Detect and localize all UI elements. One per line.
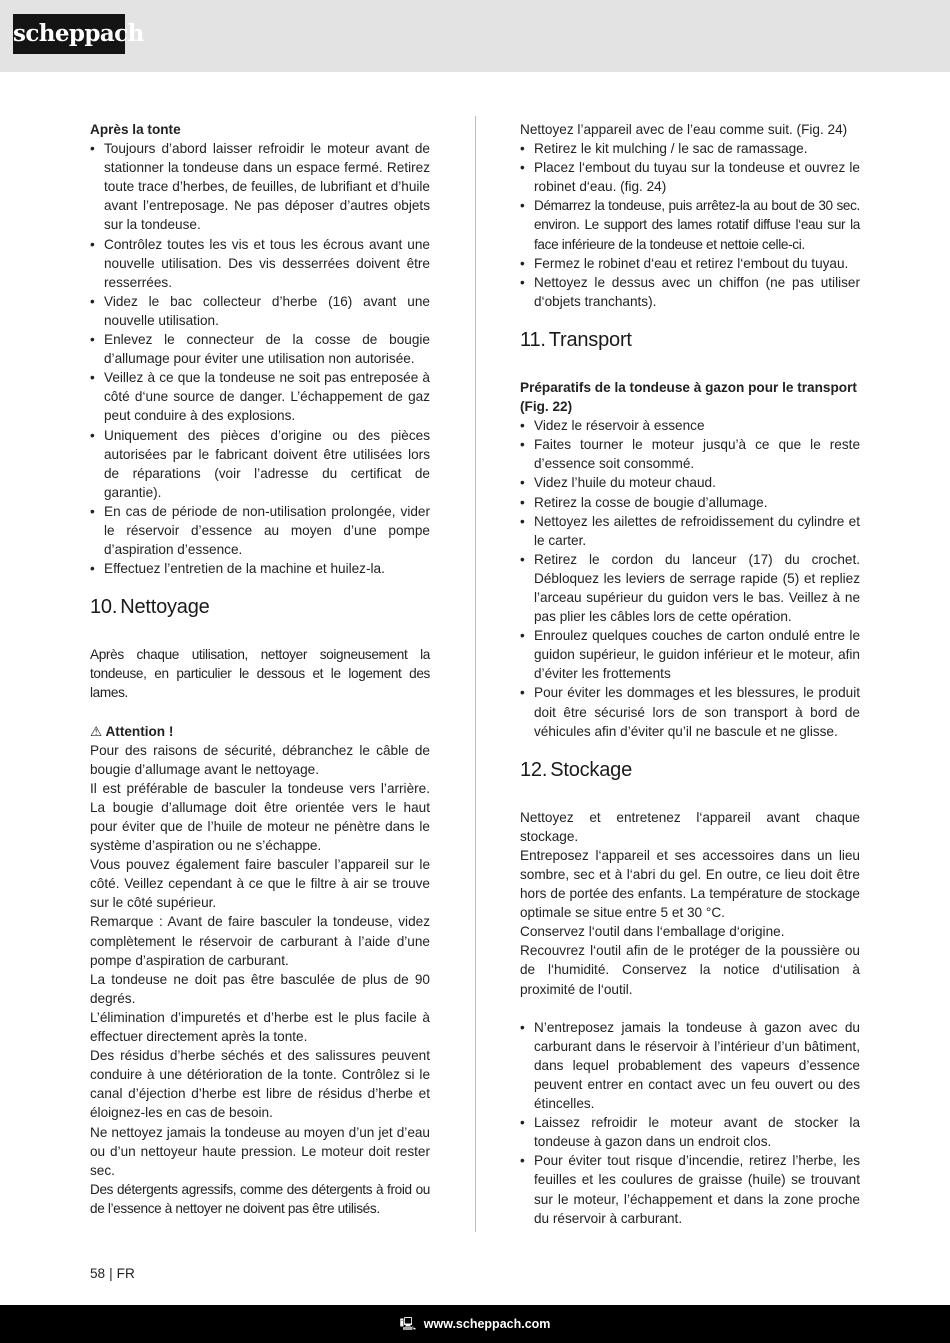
cleaning-paragraph: La tondeuse ne doit pas être basculée de plus de 90 degrés. [90,971,430,1006]
list-item: • Laissez refroidir le moteur avant de stocker la tondeuse à gazon dans un endroit clos. [520,1113,860,1151]
section-heading-cleaning [90,595,430,619]
list-item: • Placez l‘embout du tuyau sur la tondeuse et ouvrez le robinet d‘eau. (fig. 24) [520,158,860,196]
section-title: Stockage [550,758,632,781]
warning-icon: ⚠ [90,723,103,739]
page-footer [90,1264,135,1283]
list-item: • Enlevez le connecteur de la cosse de bougie d’allumage pour éviter une utilisation non autorisée. [90,330,430,368]
water-cleaning-list [520,139,860,311]
cleaning-final-paragraph: Des détergents agressifs, comme des détergents à froid ou de l’essence à nettoyer ne doivent pas être utilisés. [90,1181,430,1216]
list-item: • Retirez le cordon du lanceur (17) du crochet. Débloquez les leviers de serrage rapide (5) et repliez l’arceau supérieur du guidon vers le bas. Veillez à ne pas plier les câbles lors de cette opération. [520,550,860,626]
list-item: • Retirez la cosse de bougie d’allumage. [520,493,860,512]
language-code: FR [116,1266,135,1281]
attention-label: Attention ! [105,723,174,739]
monitor-icon: 🖳 [399,1317,417,1331]
cleaning-paragraph: Vous pouvez également faire basculer l’appareil sur le côté. Veillez cependant à ce que le filtre à air se trouve sur le côté supérieur. [90,857,430,911]
header-band [0,0,950,72]
website-link[interactable]: www.scheppach.com [423,1317,551,1331]
section-number: 11. [520,328,546,351]
list-item: • Contrôlez toutes les vis et tous les écrous avant une nouvelle utilisation. Des vis desserrées doivent être resserrées. [90,235,430,292]
list-item: • Pour éviter tout risque d’incendie, retirez l’herbe, les feuilles et les coulures de graisse (huile) se trouvant sur le moteur, l’échappement et dans la zone proche du réservoir à carburant. [520,1151,860,1227]
cleaning-paragraph: Remarque : Avant de faire basculer la tondeuse, videz complètement le réservoir de carburant à l’aide d’une pompe d’aspiration de carburant. [90,914,430,968]
list-item: • Videz l’huile du moteur chaud. [520,473,860,492]
cleaning-intro: Après chaque utilisation, nettoyer soigneusement la tondeuse, en particulier le dessous et le logement des lames. [90,647,430,701]
water-cleaning-intro: Nettoyez l’appareil avec de l’eau comme suit. (Fig. 24) [520,122,848,137]
storage-paragraph: Conservez l‘outil dans l‘emballage d‘origine. [520,924,785,940]
after-mowing-list [90,139,430,578]
cleaning-paragraph: Ne nettoyez jamais la tondeuse au moyen d’un jet d’eau ou d’un nettoyeur haute pression. Le moteur doit rester sec. [90,1124,430,1178]
list-item: • Videz le bac collecteur d’herbe (16) avant une nouvelle utilisation. [90,292,430,330]
attention-heading [90,722,430,741]
page-number: 58 [90,1266,106,1281]
list-item: • Fermez le robinet d‘eau et retirez l‘embout du tuyau. [520,254,860,273]
left-column [90,120,430,1218]
cleaning-paragraph: Pour des raisons de sécurité, débranchez le câble de bougie d’allumage avant le nettoyage. [90,742,430,777]
right-column [520,120,860,1228]
scheppach-logo: scheppach [13,14,125,54]
list-item: • Veillez à ce que la tondeuse ne soit pas entreposée à côté d‘une source de danger. L’échappement de gaz peut conduire à des explosions. [90,368,430,425]
footer-band [0,1305,950,1343]
list-item: • Nettoyez les ailettes de refroidissement du cylindre et le carter. [520,512,860,550]
transport-subtitle: Préparatifs de la tondeuse à gazon pour le transport (Fig. 22) [520,379,857,415]
list-item: • Faites tourner le moteur jusqu’à ce que le reste d’essence soit consommé. [520,435,860,473]
storage-paragraph: Nettoyez et entretenez l‘appareil avant chaque stockage. [520,809,860,844]
list-item: • Nettoyez le dessus avec un chiffon (ne pas utiliser d‘objets tranchants). [520,273,860,311]
cleaning-paragraph: L’élimination d’impuretés et d’herbe est le plus facile à effectuer directement après la tonte. [90,1009,430,1045]
section-heading-transport [520,328,860,352]
section-title: Transport [548,328,632,351]
storage-paragraph: Entreposez l‘appareil et ses accessoires dans un lieu sombre, sec et à l‘abri du gel. En outre, ce lieu doit être hors de portée des enfants. La température de stockage optimale se situe entre 5 et 30 °C. [520,847,860,921]
cleaning-paragraph: Des résidus d’herbe séchés et des salissures peuvent conduire à une détérioration de la tonte. Contrôlez si le canal d’éjection d’herbe est libre de résidus d’herbe et éloignez-les en cas de besoin. [90,1048,430,1121]
list-item: • Effectuez l’entretien de la machine et huilez-la. [90,559,430,578]
list-item: • N’entreposez jamais la tondeuse à gazon avec du carburant dans le réservoir à l’intérieur d’un bâtiment, dans lequel probablement des vapeurs d’essence peuvent entrer en contact avec un feu ouvert ou des étincelles. [520,1018,860,1113]
cleaning-paragraph: Il est préférable de basculer la tondeuse vers l’arrière. La bougie d’allumage doit être orientée vers le haut pour éviter que de l’huile de moteur ne pénètre dans le système d’aspiration ou ne s’échappe. [90,780,430,854]
after-mowing-title: Après la tonte [90,122,181,137]
storage-paragraph: Recouvrez l‘outil afin de le protéger de la poussière ou de l‘humidité. Conservez la notice d‘utilisation à proximité de l‘outil. [520,943,860,997]
column-divider [475,116,476,1232]
section-number: 10. [90,596,118,619]
list-item: • Retirez le kit mulching / le sac de ramassage. [520,139,860,158]
list-item: • Videz le réservoir à essence [520,416,860,435]
list-item: • Uniquement des pièces d’origine ou des pièces autorisées par le fabricant doivent être utilisées lors de réparations (voir l’adresse du certificat de garantie). [90,426,430,502]
list-item: • Toujours d’abord laisser refroidir le moteur avant de stationner la tondeuse dans un espace fermé. Retirez toute trace d’herbes, de feuilles, de lubrifiant et d’huile avant l’entreposage. Ne pas déposer d’autres objets sur la tondeuse. [90,139,430,234]
footer-separator: | [109,1266,113,1281]
list-item: • Enroulez quelques couches de carton ondulé entre le guidon supérieur, le guidon inférieur et le moteur, afin d’éviter les frottements [520,626,860,683]
section-heading-storage [520,758,860,782]
list-item: • Démarrez la tondeuse, puis arrêtez-la au bout de 30 sec. environ. Le support des lames rotatif diffuse l‘eau sur la face inférieure de la tondeuse et nettoie celle-ci. [520,196,860,253]
section-number: 12. [520,758,548,781]
list-item: • Pour éviter les dommages et les blessures, le produit doit être sécurisé lors de son transport à bord de véhicules afin d’éviter qu’il ne bascule et ne glisse. [520,683,860,740]
storage-list [520,1018,860,1228]
transport-list [520,416,860,741]
section-title: Nettoyage [120,596,210,619]
list-item: • En cas de période de non-utilisation prolongée, vider le réservoir d’essence au moyen d’une pompe d’aspiration d’essence. [90,502,430,559]
